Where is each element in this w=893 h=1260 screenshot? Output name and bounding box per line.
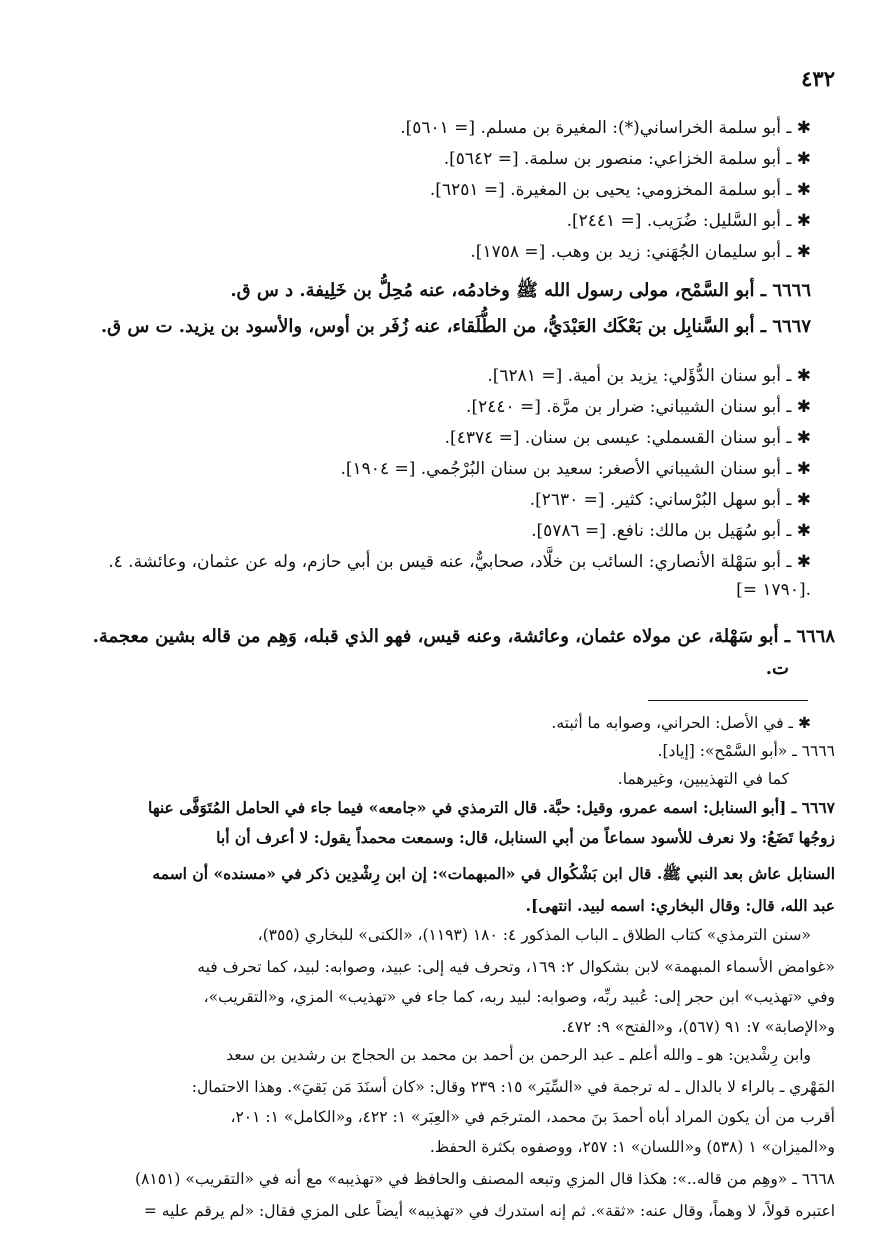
cross-reference-entry: ✱ ـ أبو سلمة الخزاعي: منصور بن سلمة. [= ٥٦٤٢]. <box>443 149 811 169</box>
footnote-line: اعتبره قولاً، لا وهماً، وقال عنه: «ثقة». ثم إنه استدرك في «تهذيبه» أيضاً على المزي فقال: «لم يرقم عليه = <box>143 1202 835 1220</box>
footnote-line: كما في التهذيبين، وغيرهما. <box>617 770 789 788</box>
narrator-entry-6667: ٦٦٦٧ ـ أبو السَّنابِل بن بَعْكَك العَبْدَيُّ، من الطُّلَقاء، عنه زُفَر بن أوس، والأسود بن يزيد. ت س ق. <box>100 316 811 337</box>
footnote-line: و«الإصابة» ٧: ٩١ (٥٦٧)، و«الفتح» ٩: ٤٧٢. <box>561 1018 835 1036</box>
footnote-line: السنابل عاش بعد النبي ﷺ. قال ابن بَشْكُوال في «المبهمات»: إن ابن رِشْدِين ذكر في «مسنده» أن اسمه <box>152 864 835 883</box>
cross-reference-entry: ✱ ـ أبو سنان القسملي: عيسى بن سنان. [= ٤٣٧٤]. <box>444 428 811 448</box>
footnote-line: ٦٦٦٧ ـ [أبو السنابل: اسمه عمرو، وقيل: حبَّة. قال الترمذي في «جامعه» فيما جاء في الحامل المُتَوَفَّى عنها <box>148 798 835 817</box>
footnote-line: المَهْري ـ بالراء لا بالدال ـ له ترجمة في «السِّيَر» ١٥: ٢٣٩ وقال: «كان أسنَدَ مَن بَقيَ». وهذا الاحتمال: <box>191 1078 835 1096</box>
cross-reference-entry: ✱ ـ أبو سنان الشيباني الأصغر: سعيد بن سنان البُرْجُمي. [= ١٩٠٤]. <box>340 459 811 479</box>
footnote-line: ✱ ـ في الأصل: الحراني، وصوابه ما أثبته. <box>551 714 811 732</box>
footnote-line: زوجُها تَضَعُ: ولا نعرف للأسود سماعاً من أبي السنابل، قال: وسمعت محمداً يقول: لا أعرف أن أبا <box>216 828 835 847</box>
cross-reference-entry: ✱ ـ أبو سلمة المخزومي: يحيى بن المغيرة. [= ٦٢٥١]. <box>429 180 811 200</box>
footnote-line: عبد الله، قال: وقال البخاري: اسمه لبيد. انتهى]. <box>525 896 835 915</box>
footnote-line: ٦٦٦٨ ـ «وهِم من قاله..»: هكذا قال المزي وتبعه المصنف والحافظ في «تهذيبه» مع أنه في «التقريب» (٨١٥١) <box>135 1170 835 1188</box>
footnote-line: و«الميزان» ١ (٥٣٨) و«اللسان» ١: ٢٥٧، ووصفوه بكثرة الحفظ. <box>429 1138 835 1156</box>
cross-reference-entry: ✱ ـ أبو سهل البُرْساني: كثير. [= ٢٦٣٠]. <box>529 490 811 510</box>
footnote-line: ٦٦٦٦ ـ «أبو السَّمْح»: [إياد]. <box>657 742 835 760</box>
cross-reference-entry: ✱ ـ أبو سنان الدُّؤَلي: يزيد بن أمية. [= ٦٢٨١]. <box>487 366 811 386</box>
footnote-separator <box>648 700 808 701</box>
cross-reference-entry: ✱ ـ أبو سليمان الجُهَني: زيد بن وهب. [= ١٧٥٨]. <box>470 242 811 262</box>
cross-reference-entry: ✱ ـ أبو السَّليل: ضُرَيب. [= ٢٤٤١]. <box>566 211 811 231</box>
footnote-line: «غوامض الأسماء المبهمة» لابن بشكوال ٢: ١٦٩، وتحرف فيه إلى: عبيد، وصوابه: لبيد، كما تحرف فيه <box>197 958 835 976</box>
cross-reference-entry: ✱ ـ أبو سَهْلة الأنصاري: السائب بن خلَّاد، صحابيٌّ، عنه قيس بن أبي حازم، وله عن عثمان، وعائشة. ٤. <box>108 552 811 572</box>
cross-reference-entry: ✱ ـ أبو سُهَيل بن مالك: نافع. [= ٥٧٨٦]. <box>531 521 811 541</box>
footnote-line: وابن رِشْدين: هو ـ والله أعلم ـ عبد الرحمن بن أحمد بن محمد بن الحجاج بن رشدين بن سعد <box>226 1046 811 1064</box>
cross-reference-entry: [= ١٧٩٠]. <box>736 580 811 600</box>
narrator-entry-6668-end: ت. <box>765 658 789 679</box>
footnote-line: وفي «تهذيب» ابن حجر إلى: عُبيد ربِّه، وصوابه: لبيد ربه، كما جاء في «تهذيب» المزي، و«التقريب»، <box>203 988 835 1006</box>
cross-reference-entry: ✱ ـ أبو سنان الشيباني: ضرار بن مرَّة. [= ٢٤٤٠]. <box>466 397 811 417</box>
footnote-line: «سنن الترمذي» كتاب الطلاق ـ الباب المذكور ٤: ١٨٠ (١١٩٣)، «الكنى» للبخاري (٣٥٥)، <box>257 926 811 944</box>
narrator-entry-6666: ٦٦٦٦ ـ أبو السَّمْح، مولى رسول الله ﷺ وخادمُه، عنه مُحِلُّ بن خَلِيفة. د س ق. <box>230 280 811 301</box>
page-number: ٤٣٢ <box>801 66 835 91</box>
footnote-line: أقرب من أن يكون المراد أباه أحمدَ بنَ محمد، المترجَم في «العِبَر» ١: ٤٢٢، و«الكامل» ١: ٢٠١، <box>230 1108 835 1126</box>
cross-reference-entry: ✱ ـ أبو سلمة الخراساني(*): المغيرة بن مسلم. [= ٥٦٠١]. <box>400 118 811 138</box>
narrator-entry-6668: ٦٦٦٨ ـ أبو سَهْلة، عن مولاه عثمان، وعائشة، وعنه قيس، فهو الذي قبله، وَهِم من قاله بشين معجمة. <box>92 626 835 647</box>
